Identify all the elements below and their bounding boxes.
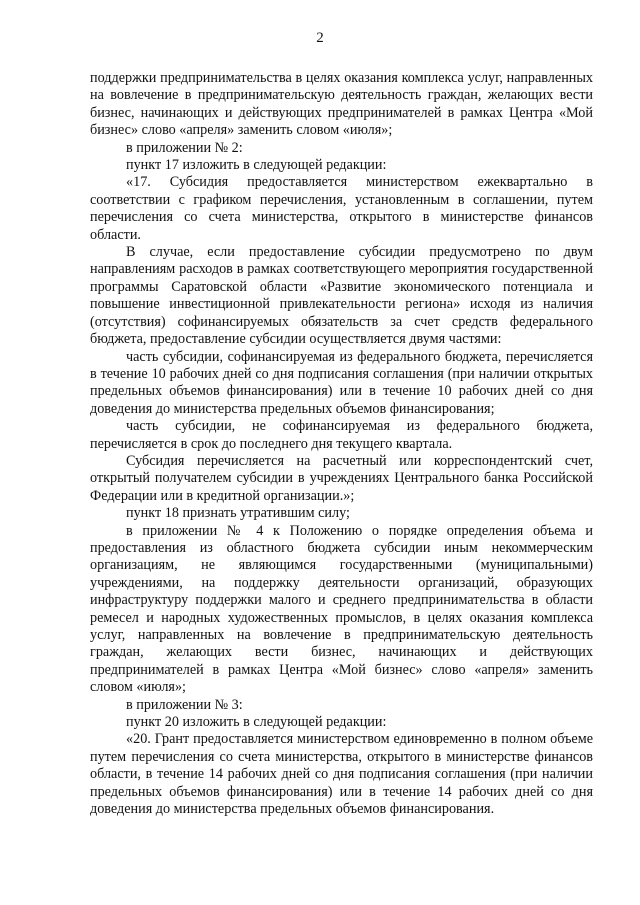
- page-number: 2: [316, 30, 324, 46]
- paragraph: пункт 18 признать утратившим силу;: [126, 505, 350, 522]
- paragraph: в приложении № 3:: [126, 696, 243, 713]
- document-body: [90, 70, 593, 818]
- paragraph-continuation: поддержки предпринимательства в целях оказания комплекса услуг, направленных на вовлечение в предпринимательскую деятельность граждан, желающих вести бизнес, начинающих и действующих предпринимателей в рамках Центра «Мой бизнес» слово «апреля» заменить словом «июля»;: [90, 70, 593, 139]
- paragraph: пункт 20 изложить в следующей редакции:: [126, 714, 387, 731]
- paragraph: В случае, если предоставление субсидии предусмотрено по двум направлениям расходов в рамках соответствующего мероприятия государственной программы Саратовской области «Развитие экономического потенциала и повышение инвестиционной привлекательности региона» исходя из наличия (отсутствия) софинансируемых обязательств за счет средств федерального бюджета, предоставление субсидии осуществляется двумя частями:: [90, 244, 593, 348]
- paragraph: пункт 17 изложить в следующей редакции:: [126, 157, 387, 174]
- paragraph: часть субсидии, не софинансируемая из федерального бюджета, перечисляется в срок до последнего дня текущего квартала.: [90, 418, 593, 452]
- paragraph: «17. Субсидия предоставляется министерством ежеквартально в соответствии с графиком перечисления, установленным в соглашении, путем перечисления со счета министерства, открытого в министерстве финансов области.: [90, 174, 593, 243]
- paragraph: «20. Грант предоставляется министерством единовременно в полном объеме путем перечисления со счета министерства, открытого в министерстве финансов области, в течение 14 рабочих дней со дня подписания соглашения (при наличии предельных объемов финансирования) или в течение 14 рабочих дней со дня доведения до министерства предельных объемов финансирования.: [90, 731, 593, 818]
- paragraph: в приложении № 2:: [126, 139, 243, 156]
- paragraph: часть субсидии, софинансируемая из федерального бюджета, перечисляется в течение 10 рабочих дней со дня подписания соглашения (при наличии открытых предельных объемов финансирования) или в течение 10 рабочих дней со дня доведения до министерства предельных объемов финансирования;: [90, 348, 593, 417]
- paragraph: в приложении № 4 к Положению о порядке определения объема и предоставления из областного бюджета субсидии иным некоммерческим организациям, не являющимся государственными (муниципальными) учреждениями, на поддержку деятельности организаций, образующих инфраструктуру поддержки малого и среднего предпринимательства в области ремесел и народных художественных промыслов, в целях оказания комплекса услуг, направленных на вовлечение в предпринимательскую деятельность граждан, желающих вести бизнес, начинающих и действующих предпринимателей в рамках Центра «Мой бизнес» слово «апреля» заменить словом «июля»;: [90, 522, 593, 696]
- paragraph: Субсидия перечисляется на расчетный или корреспондентский счет, открытый получателем субсидии в учреждениях Центрального банка Российской Федерации или в кредитной организации.»;: [90, 452, 593, 504]
